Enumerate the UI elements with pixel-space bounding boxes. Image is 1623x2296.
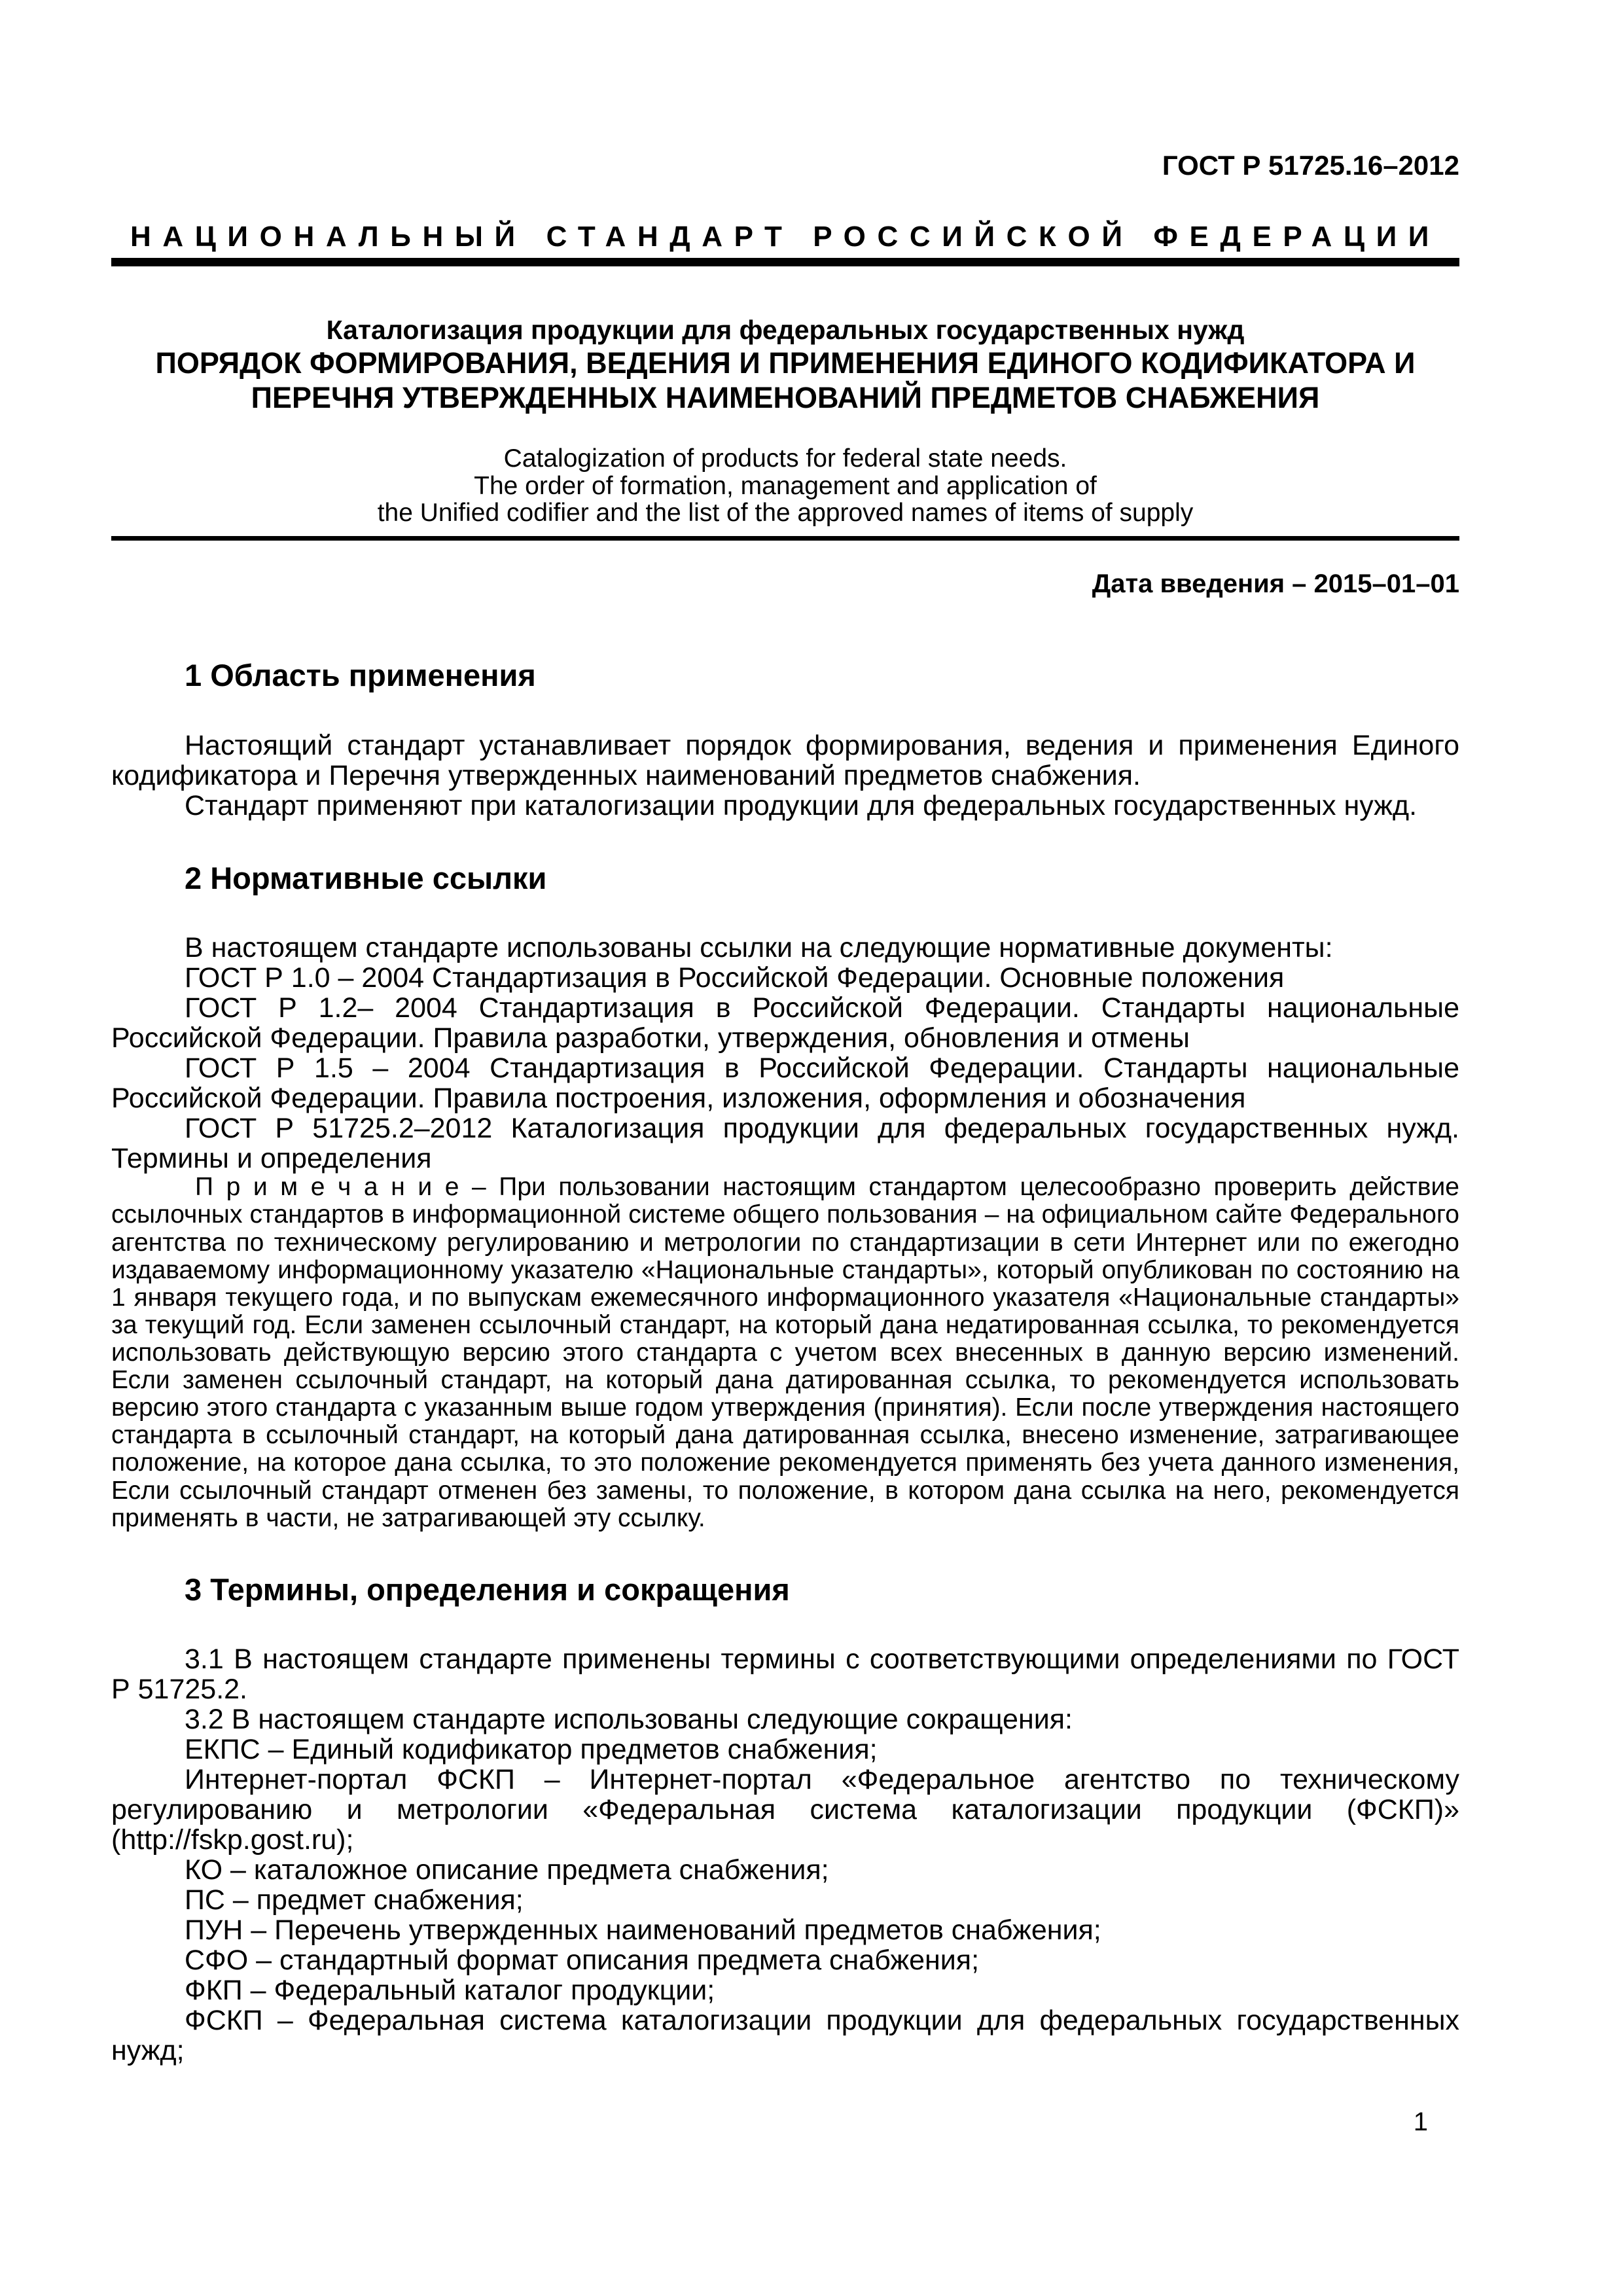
abbreviation-ko: КО – каталожное описание предмета снабжения; bbox=[185, 1854, 829, 1886]
section-3-heading: 3 Термины, определения и сокращения bbox=[185, 1571, 790, 1607]
section-1-heading: 1 Область применения bbox=[185, 657, 536, 692]
section-2-reference-gost-r-51725-2: ГОСТ Р 51725.2–2012 Каталогизация продукции для федеральных государственных нужд. Термины и определения bbox=[111, 1113, 1459, 1175]
title-en-line-3: the Unified codifier and the list of the approved names of items of supply bbox=[377, 499, 1194, 528]
title-subject-ru: Каталогизация продукции для федеральных государственных нужд bbox=[326, 315, 1245, 346]
header-rule bbox=[111, 258, 1459, 266]
section-2-reference-gost-r-1-5: ГОСТ Р 1.5 – 2004 Стандартизация в Российской Федерации. Стандарты национальные Российской Федерации. Правила построения, изложения, оформления и обозначения bbox=[111, 1052, 1459, 1115]
title-main-ru-line-2: ПЕРЕЧНЯ УТВЕРЖДЕННЫХ НАИМЕНОВАНИЙ ПРЕДМЕТОВ СНАБЖЕНИЯ bbox=[251, 380, 1320, 414]
title-main-ru-line-1: ПОРЯДОК ФОРМИРОВАНИЯ, ВЕДЕНИЯ И ПРИМЕНЕНИЯ ЕДИНОГО КОДИФИКАТОРА И bbox=[155, 346, 1416, 380]
section-2-note: П р и м е ч а н и е – При пользовании настоящим стандартом целесообразно проверить действие ссылочных стандартов в информационной системе общего пользования – на официальном сайте Федерального агентства по техническому регулированию и метрологии по стандартизации в сети Интернет или по ежегодно издаваемому информационному указателю «Национальные стандарты», который опубликован по состоянию на 1 января текущего года, и по выпускам ежемесячного информационного указателя «Национальные стандарты» за текущий год. Если заменен ссылочный стандарт, на который дана недатированная ссылка, то рекомендуется использовать действующую версию этого стандарта с учетом всех внесенных в данную версию изменений. Если заменен ссылочный стандарт, на который дана датированная ссылка, то рекомендуется использовать версию этого стандарта с указанным выше годом утверждения (принятия). Если после утверждения настоящего стандарта в ссылочный стандарт, на который дана датированная ссылка, внесено изменение, затрагивающее положение, на которое дана ссылка, то это положение рекомендуется применять без учета данного изменения, Если ссылочный стандарт отменен без замены, то положение, в котором дана ссылка на него, рекомендуется применять в части, не затрагивающей эту ссылку. bbox=[111, 1173, 1459, 1532]
abbreviation-fkp: ФКП – Федеральный каталог продукции; bbox=[185, 1975, 715, 2007]
abbreviation-ekps: ЕКПС – Единый кодификатор предметов снабжения; bbox=[185, 1734, 878, 1766]
abbreviation-fskp: ФСКП – Федеральная система каталогизации продукции для федеральных государственных нужд; bbox=[111, 2005, 1459, 2067]
page-number: 1 bbox=[1413, 2108, 1428, 2136]
title-en-line-2: The order of formation, management and application of bbox=[474, 471, 1097, 500]
section-1-paragraph-1: Настоящий стандарт устанавливает порядок формирования, ведения и применения Единого кодификатора и Перечня утвержденных наименований предметов снабжения. bbox=[111, 729, 1459, 791]
section-1-paragraph-2: Стандарт применяют при каталогизации продукции для федеральных государственных нужд. bbox=[185, 789, 1418, 821]
section-2-heading: 2 Нормативные ссылки bbox=[185, 860, 547, 895]
title-rule bbox=[111, 536, 1459, 541]
section-2-reference-gost-r-1-2: ГОСТ Р 1.2– 2004 Стандартизация в Российской Федерации. Стандарты национальные Российской Федерации. Правила разработки, утверждения, обновления и отмены bbox=[111, 992, 1459, 1054]
section-2-paragraph-1: В настоящем стандарте использованы ссылки на следующие нормативные документы: bbox=[185, 932, 1333, 964]
title-en-block bbox=[111, 445, 1459, 527]
effective-date: Дата введения – 2015–01–01 bbox=[1092, 569, 1459, 598]
title-block bbox=[111, 314, 1459, 527]
title-en-line-1: Catalogization of products for federal state needs. bbox=[503, 444, 1067, 473]
abbreviation-ps: ПС – предмет снабжения; bbox=[185, 1884, 524, 1916]
abbreviation-sfo: СФО – стандартный формат описания предмета снабжения; bbox=[185, 1945, 980, 1977]
section-3-paragraph-3-1: 3.1 В настоящем стандарте применены термины с соответствующими определениями по ГОСТ Р 51725.2. bbox=[111, 1643, 1459, 1706]
abbreviation-pun: ПУН – Перечень утвержденных наименований предметов снабжения; bbox=[185, 1914, 1101, 1946]
standard-type-heading: НАЦИОНАЛЬНЫЙ СТАНДАРТ РОССИЙСКОЙ ФЕДЕРАЦИИ bbox=[130, 221, 1441, 253]
section-3-paragraph-3-2: 3.2 В настоящем стандарте использованы следующие сокращения: bbox=[185, 1704, 1073, 1736]
abbreviation-internet-portal-fskp: Интернет-портал ФСКП – Интернет-портал «Федеральное агентство по техническому регулированию и метрологии «Федеральная система каталогизации продукции (ФСКП)» (http://fskp.gost.ru); bbox=[111, 1764, 1459, 1856]
section-2-reference-gost-r-1-0: ГОСТ Р 1.0 – 2004 Стандартизация в Российской Федерации. Основные положения bbox=[185, 962, 1285, 994]
doc-number: ГОСТ Р 51725.16–2012 bbox=[1162, 150, 1459, 181]
